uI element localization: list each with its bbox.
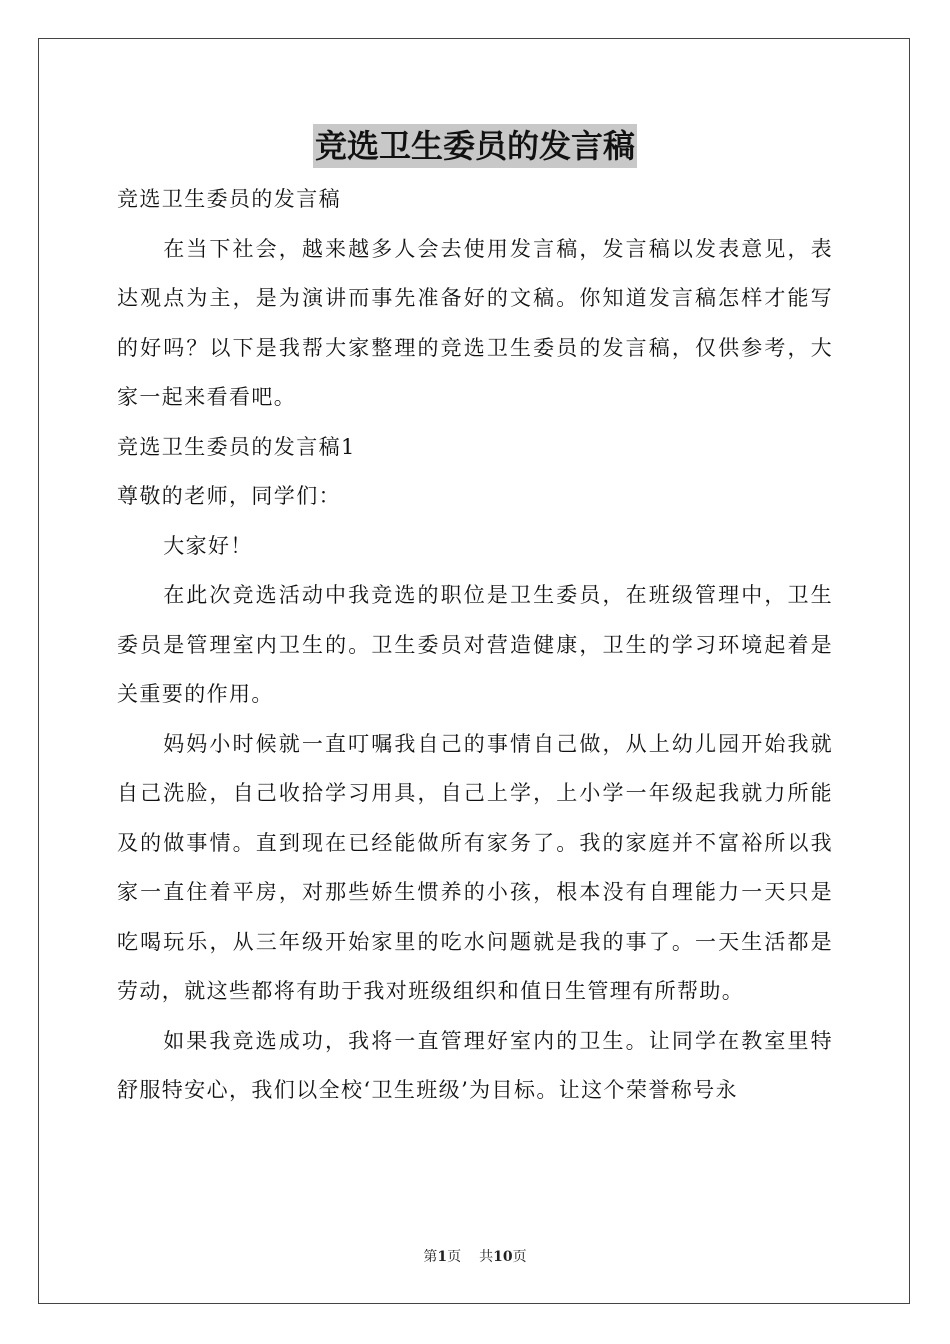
document-body [117,175,833,1116]
document-title: 竞选卫生委员的发言稿 [313,124,637,168]
paragraph-body: 在此次竞选活动中我竞选的职位是卫生委员，在班级管理中，卫生委员是管理室内卫生的。卫生委员对营造健康，卫生的学习环境起着是关重要的作用。 [117,583,833,706]
page-prefix: 第 [423,1249,438,1265]
page-suffix: 页 [447,1249,462,1265]
paragraph-section-heading: 竞选卫生委员的发言稿1 [117,434,356,459]
paragraph-greeting: 大家好！ [163,533,253,558]
total-prefix: 共 [479,1249,494,1265]
title-container [0,124,950,168]
total-page-number: 10 [493,1249,513,1265]
paragraph-intro: 在当下社会，越来越多人会去使用发言稿，发言稿以发表意见，表达观点为主，是为演讲而事先准备好的文稿。你知道发言稿怎样才能写的好吗？以下是我帮大家整理的竞选卫生委员的发言稿，仅供参考，大家一起来看看吧。 [117,236,833,409]
paragraph-salutation: 尊敬的老师，同学们： [117,484,341,508]
paragraph-subtitle: 竞选卫生委员的发言稿 [117,187,341,211]
paragraph-body: 如果我竞选成功，我将一直管理好室内的卫生。让同学在教室里特舒服特安心，我们以全校‘卫生班级’为目标。让这个荣誉称号永 [117,1028,833,1102]
total-suffix: 页 [512,1249,527,1265]
paragraph-body: 妈妈小时候就一直叮嘱我自己的事情自己做，从上幼儿园开始我就自己洗脸，自己收拾学习用具，自己上学，上小学一年级起我就力所能及的做事情。直到现在已经能做所有家务了。我的家庭并不富裕所以我家一直住着平房，对那些娇生惯养的小孩，根本没有自理能力一天只是吃喝玩乐，从三年级开始家里的吃水问题就是我的事了。一天生活都是劳动，就这些都将有助于我对班级组织和值日生管理有所帮助。 [117,731,833,1003]
current-page-number: 1 [437,1249,448,1265]
page-footer [0,1246,950,1266]
